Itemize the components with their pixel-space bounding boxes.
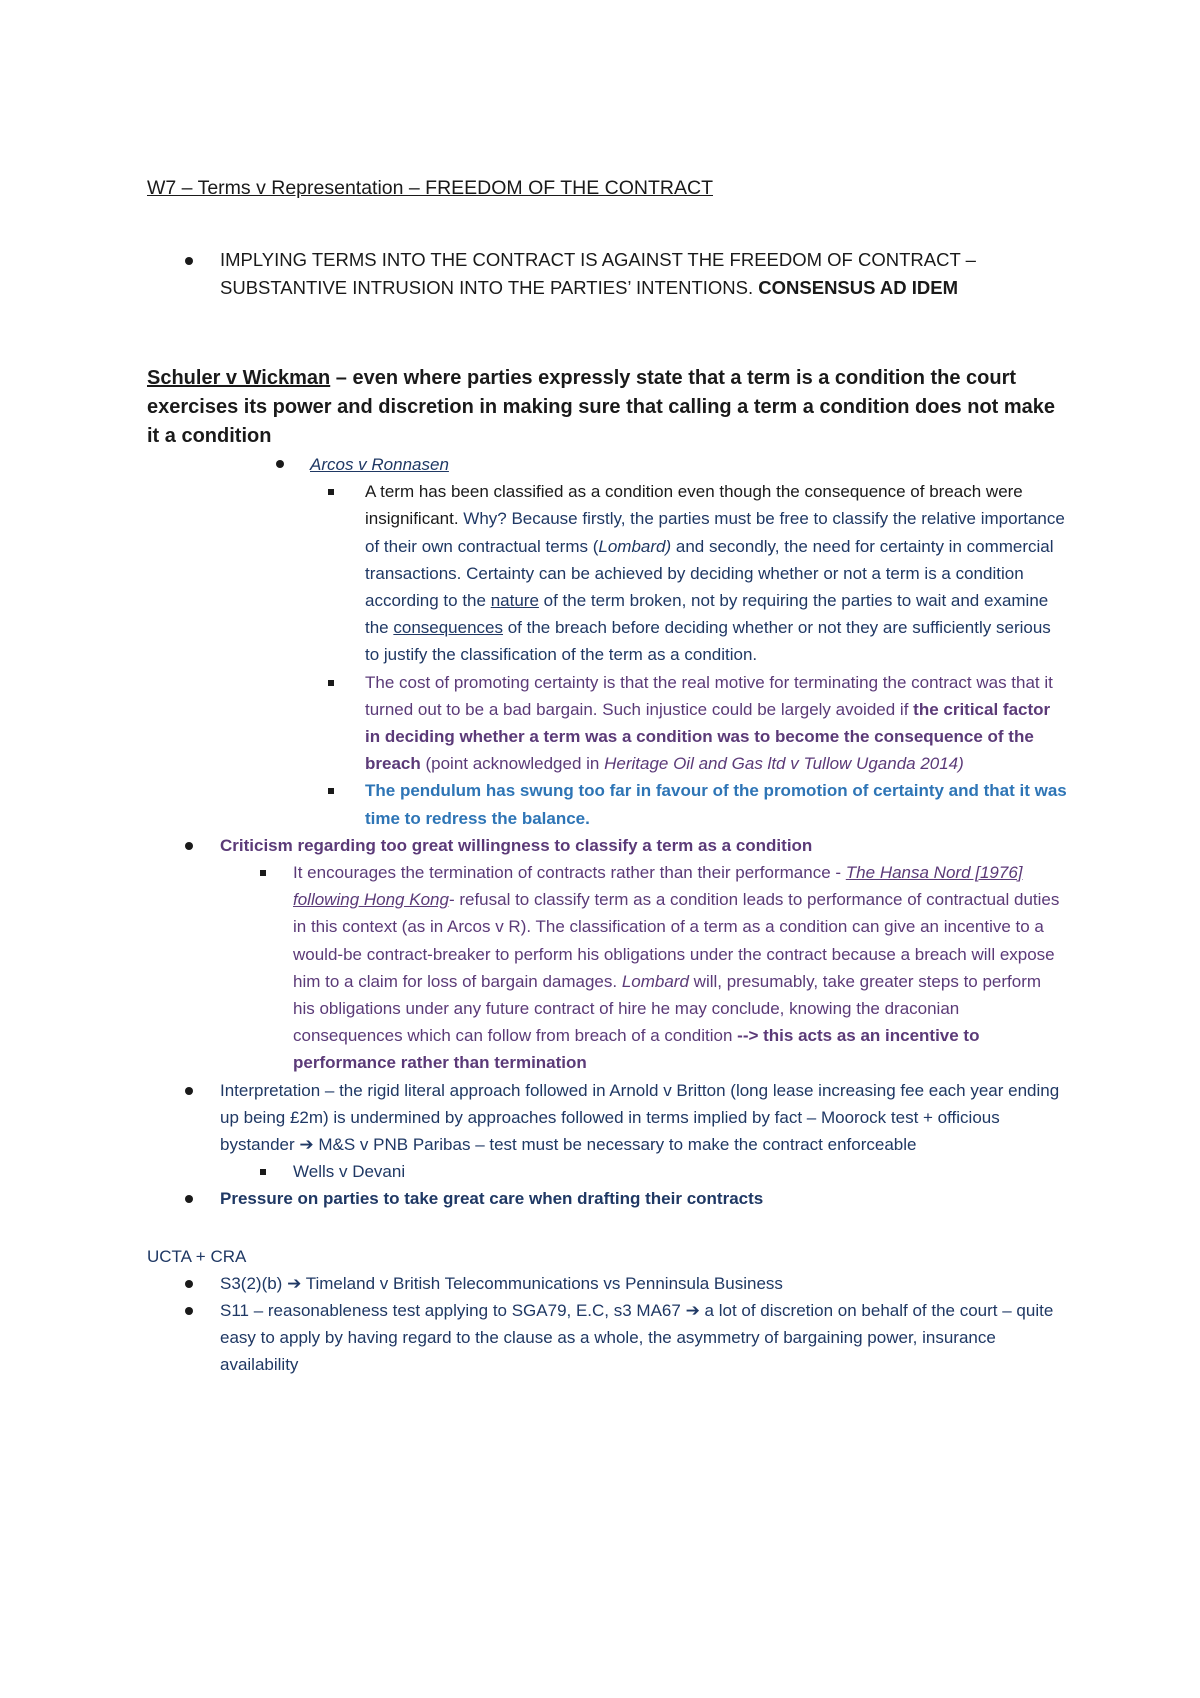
- arcos-p1-c: and secondly, the need for certainty in commercial transactions. Certainty can be achieved by deciding whether or not a term is a condition according to the: [365, 536, 1054, 611]
- arrow-icon: ➔: [685, 1300, 700, 1320]
- schuler-paragraph: [147, 364, 1067, 451]
- schuler-text: – even where parties expressly state that a term is a condition the court exercises its power and discretion in making sure that calling a term a condition does not make it a condition: [147, 367, 1056, 447]
- pressure-text: Pressure on parties to take great care when drafting their contracts: [220, 1189, 764, 1209]
- interpretation-sub-text: Wells v Devani: [293, 1162, 406, 1182]
- schuler-case: Schuler v Wickman: [147, 367, 331, 389]
- intro-list: [147, 246, 1067, 302]
- arrow-icon: ➔: [299, 1135, 314, 1155]
- ucta-heading: UCTA + CRA: [147, 1246, 247, 1266]
- criticism-b: - refusal to classify term as a condition leads to performance of contractual duties in this context (as in Arcos v R). The classification of a term as a condition can give an incentive to a would-be contract-breaker to perform his obligations under the contract because a breach will expose him to a claim for loss of bargain damages.: [293, 890, 1060, 991]
- arcos-p1-nature: nature: [490, 591, 539, 611]
- arcos-sublist: [310, 478, 1067, 832]
- arcos-case: Arcos v Ronnasen: [310, 455, 449, 474]
- arcos-p1-a: A term has been classified as a condition even though the consequence of breach were insignificant.: [365, 482, 1023, 529]
- arcos-p2-b: (point acknowledged in: [420, 754, 605, 774]
- main-list: [147, 832, 1067, 1213]
- document-page: [147, 176, 1067, 1379]
- criticism-lombard: Lombard: [621, 971, 689, 991]
- intro-bullet: [147, 246, 1067, 302]
- arcos-p2-case: Heritage Oil and Gas ltd v Tullow Uganda 2014): [604, 754, 964, 774]
- arcos-p1-d: of the term broken, not by requiring the parties to wait and examine the: [365, 591, 1049, 638]
- arcos-point-2: [365, 669, 1067, 778]
- arcos-bullet: [147, 451, 1067, 832]
- arcos-p3: The pendulum has swung too far in favour of the promotion of certainty and that it was time to redress the balance.: [365, 781, 1067, 828]
- interpretation-sublist: [220, 1158, 1067, 1185]
- criticism-case: The Hansa Nord [1976] following Hong Kong: [293, 863, 1023, 910]
- intro-bold: CONSENSUS AD IDEM: [758, 277, 959, 298]
- arcos-p2-bold: the critical factor in deciding whether a term was a condition was to become the consequence of the breach: [365, 699, 1051, 774]
- arcos-p2-a: The cost of promoting certainty is that the real motive for terminating the contract was that it turned out to be a bad bargain. Such injustice could be largely avoided if: [365, 672, 1053, 719]
- ucta-item-1: [147, 1270, 1067, 1297]
- arrow-icon: ➔: [287, 1273, 302, 1293]
- ucta-1-a: S3(2)(b): [220, 1273, 288, 1293]
- criticism-point: [220, 859, 1067, 1077]
- interpretation-b: M&S v PNB Paribas – test must be necessary to make the contract enforceable: [313, 1135, 917, 1155]
- arcos-p1-lombard: Lombard): [598, 536, 672, 556]
- arcos-p1-consequences: consequences: [393, 618, 503, 638]
- ucta-item-2: [147, 1297, 1067, 1379]
- criticism-c: will, presumably, take greater steps to perform his obligations under any future contract of hire he may conclude, knowing the draconian consequences which can follow from breach of a condition: [293, 971, 1042, 1046]
- criticism-heading: Criticism regarding too great willingness to classify a term as a condition: [220, 835, 813, 855]
- arcos-point-1: [365, 478, 1067, 668]
- intro-text: IMPLYING TERMS INTO THE CONTRACT IS AGAINST THE FREEDOM OF CONTRACT – SUBSTANTIVE INTRUSION INTO THE PARTIES’ INTENTIONS.: [220, 249, 976, 298]
- arcos-list: [147, 451, 1067, 832]
- ucta-list: [147, 1270, 1067, 1379]
- ucta-1-b: Timeland v British Telecommunications vs Penninsula Business: [301, 1273, 783, 1293]
- arcos-p1-e: of the breach before deciding whether or not they are sufficiently serious to justify the classification of the term as a condition.: [365, 618, 1051, 665]
- criticism-sublist: [220, 859, 1067, 1077]
- interpretation-a: Interpretation – the rigid literal approach followed in Arnold v Britton (long lease increasing fee each year ending up being £2m) is undermined by approaches followed in terms implied by fact – Moorock test + officious bystander: [220, 1080, 1060, 1155]
- arcos-p1-b: Why? Because firstly, the parties must be free to classify the relative importance of their own contractual terms (: [365, 509, 1065, 556]
- arcos-point-3: [365, 777, 1067, 831]
- criticism-bold: --> this acts as an incentive to performance rather than termination: [293, 1026, 980, 1073]
- ucta-2-b: a lot of discretion on behalf of the court – quite easy to apply by having regard to the clause as a whole, the asymmetry of bargaining power, insurance availability: [220, 1300, 1054, 1375]
- criticism-a: It encourages the termination of contracts rather than their performance -: [293, 863, 846, 883]
- interpretation-bullet: [147, 1077, 1067, 1186]
- page-title: W7 – Terms v Representation – FREEDOM OF THE CONTRACT: [147, 177, 713, 199]
- criticism-bullet: [147, 832, 1067, 1077]
- ucta-2-a: S11 – reasonableness test applying to SGA79, E.C, s3 MA67: [220, 1300, 686, 1320]
- interpretation-sub: [220, 1158, 1067, 1185]
- pressure-bullet: [147, 1185, 1067, 1212]
